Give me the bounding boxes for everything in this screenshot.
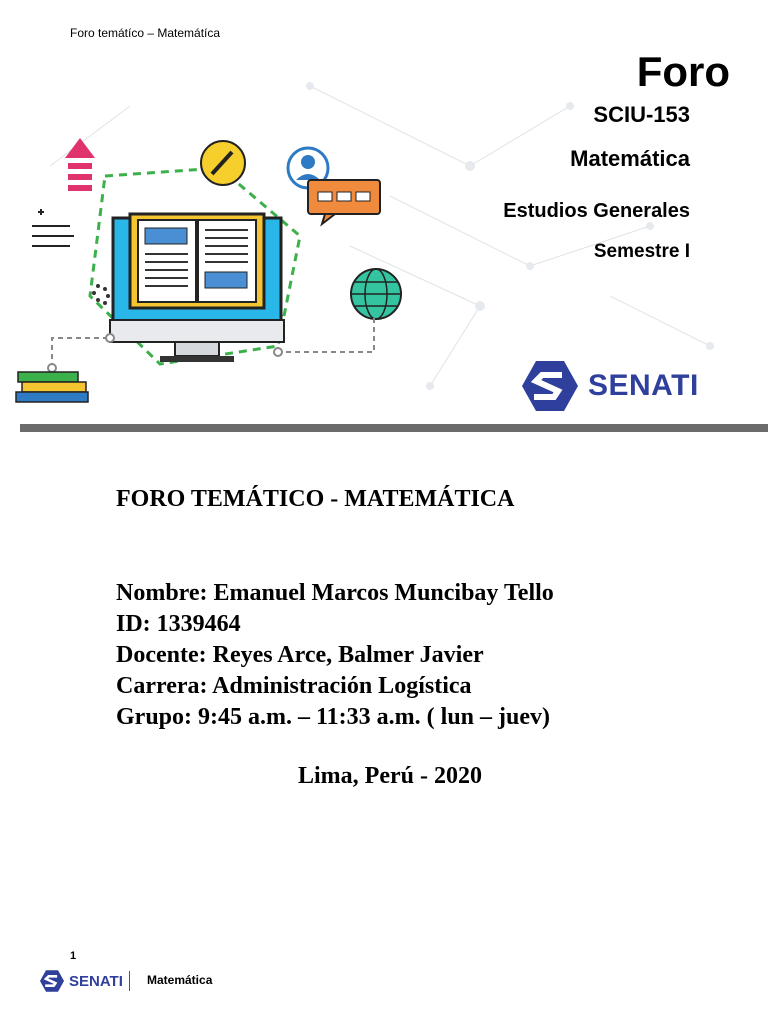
banner-divider	[20, 424, 768, 432]
senati-logo	[522, 361, 699, 411]
teacher: Docente: Reyes Arce, Balmer Javier	[116, 642, 484, 668]
senati-brand: SENATI	[588, 369, 699, 402]
chat-bubble-icon	[308, 180, 380, 224]
loading-icon	[92, 284, 110, 305]
banner-subject: Matemática	[570, 146, 690, 171]
banner-semester: Semestre I	[593, 241, 690, 262]
cover-banner	[10, 46, 768, 430]
student-name: Nombre: Emanuel Marcos Muncibay Tello	[116, 580, 554, 606]
student-id: ID: 1339464	[116, 611, 241, 637]
student-info	[116, 578, 554, 733]
banner-studies: Estudios Generales	[503, 200, 690, 222]
text-lines-icon	[32, 209, 74, 246]
footer-subject: Matemática	[147, 973, 213, 987]
document-title: FORO TEMÁTICO - MATEMÁTICA	[116, 486, 515, 512]
career: Carrera: Administración Logística	[116, 673, 472, 699]
footer-logo-icon	[40, 970, 64, 992]
place-year: Lima, Perú - 2020	[298, 763, 482, 789]
running-header: Foro temátíco – Matemátíca	[70, 26, 221, 40]
globe-icon	[351, 269, 401, 319]
footer-brand: SENATI	[69, 972, 123, 990]
book-icon	[130, 214, 264, 308]
books-stack-icon	[16, 372, 88, 402]
senati-logo-icon	[522, 361, 578, 411]
page-number: 1	[70, 950, 77, 962]
banner-title: Foro	[636, 48, 730, 95]
footer-senati-logo	[40, 970, 130, 992]
course-code: SCIU-153	[593, 102, 690, 127]
footer-separator	[129, 971, 130, 991]
upload-arrow-icon	[65, 138, 95, 191]
group-schedule: Grupo: 9:45 a.m. – 11:33 a.m. ( lun – juev)	[116, 704, 550, 730]
pencil-icon	[201, 141, 245, 185]
